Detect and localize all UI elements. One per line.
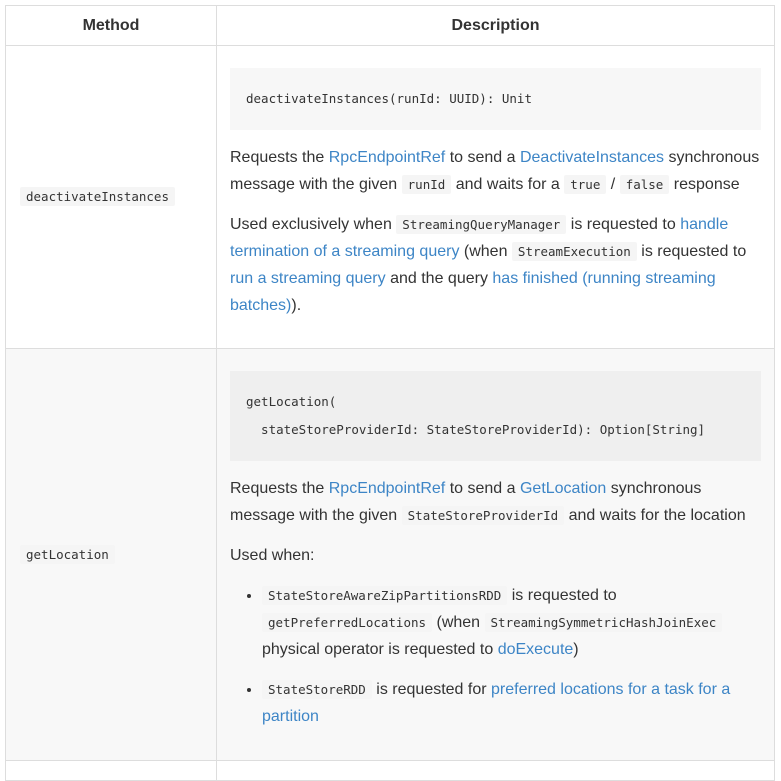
handle-termination-link[interactable]: handle termination of a streaming query <box>230 216 729 260</box>
description-cell <box>217 46 775 349</box>
inline-code: true <box>564 175 606 194</box>
inline-code: StreamingQueryManager <box>396 215 566 234</box>
inline-code: StreamingSymmetricHashJoinExec <box>485 613 723 632</box>
preferred-locations-link[interactable]: preferred locations for a task for a partition <box>262 681 731 725</box>
description-column-header: Description <box>217 6 775 46</box>
deactivate-instances-link[interactable]: DeactivateInstances <box>519 149 665 166</box>
used-when-label: Used when: <box>230 547 315 564</box>
inline-code: runId <box>402 175 452 194</box>
table-row <box>6 761 775 781</box>
code-block: getLocation( stateStoreProviderId: StateStoreProviderId): Option[String] <box>230 371 761 461</box>
method-name: getLocation <box>20 545 115 564</box>
method-column-header: Method <box>6 6 217 46</box>
method-cell <box>6 46 217 349</box>
description-paragraph: Requests the RpcEndpointRef to send a DeactivateInstances synchronous message with the given runId and waits for a true / false response <box>230 149 760 193</box>
has-finished-link[interactable]: has finished (running streaming batches) <box>230 270 716 314</box>
usage-list <box>230 582 761 730</box>
do-execute-link[interactable]: doExecute <box>497 641 574 658</box>
list-item: • StateStoreAwareZipPartitionsRDD is requested to getPreferredLocations (when StreamingSymmetricHashJoinExec physical operator is requested to doExecute) <box>262 582 761 663</box>
methods-table <box>5 5 775 781</box>
method-name: deactivateInstances <box>20 187 175 206</box>
method-cell <box>6 761 217 781</box>
run-streaming-query-link[interactable]: run a streaming query <box>230 270 386 287</box>
code-block: deactivateInstances(runId: UUID): Unit <box>230 68 761 130</box>
list-item: • StateStoreRDD is requested for preferred locations for a task for a partition <box>262 676 761 730</box>
inline-code: StateStoreRDD <box>262 680 372 699</box>
rpc-endpoint-ref-link[interactable]: RpcEndpointRef <box>328 149 446 166</box>
get-location-link[interactable]: GetLocation <box>519 480 607 497</box>
table-row <box>6 349 775 761</box>
description-cell <box>217 761 775 781</box>
inline-code: StateStoreAwareZipPartitionsRDD <box>262 586 507 605</box>
method-cell <box>6 349 217 761</box>
table-header-row <box>6 6 775 46</box>
description-cell <box>217 349 775 761</box>
inline-code: StreamExecution <box>512 242 637 261</box>
description-paragraph: Requests the RpcEndpointRef to send a GetLocation synchronous message with the given StateStoreProviderId and waits for the location <box>230 480 746 524</box>
usage-paragraph: Used exclusively when StreamingQueryManager is requested to handle termination of a streaming query (when StreamExecution is requested to run a streaming query and the query has finished (running streaming batches)). <box>230 216 747 314</box>
inline-code: getPreferredLocations <box>262 613 432 632</box>
rpc-endpoint-ref-link[interactable]: RpcEndpointRef <box>328 480 446 497</box>
inline-code: false <box>620 175 670 194</box>
table-row <box>6 46 775 349</box>
inline-code: StateStoreProviderId <box>402 506 565 525</box>
